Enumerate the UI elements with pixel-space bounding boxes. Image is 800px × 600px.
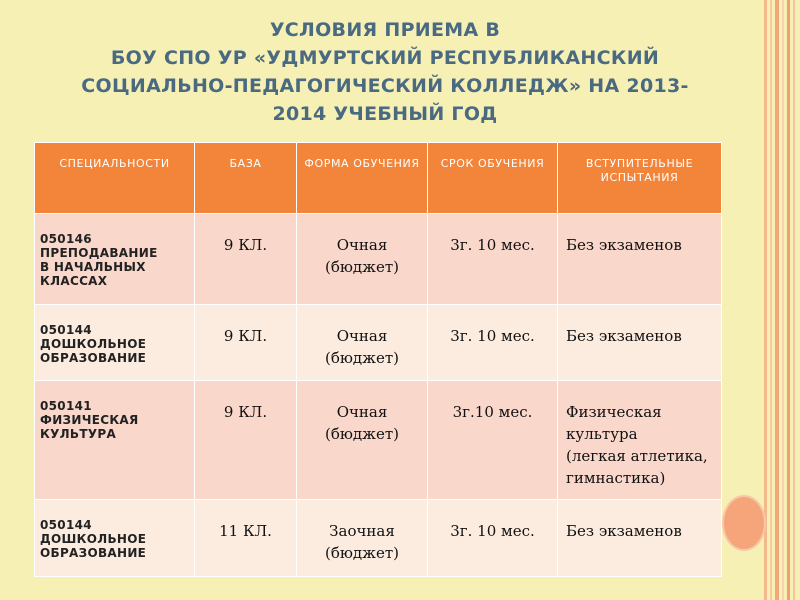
table-row [35,500,722,577]
specialty-name: ПРЕПОДАВАНИЕ [40,246,158,260]
title-line: УСЛОВИЯ ПРИЕМА В [269,19,501,41]
specialty-name: В НАЧАЛЬНЫХ [40,260,146,274]
specialty-code: 050141 [40,399,92,413]
specialty-name: ОБРАЗОВАНИЕ [40,546,147,560]
exam-text: (легкая атлетика, [566,447,708,465]
form-text: Очная [336,403,388,421]
base-cell: 9 КЛ. [195,214,297,305]
base-cell: 9 КЛ. [195,305,297,381]
exam-cell [558,214,722,305]
specialty-name: КУЛЬТУРА [40,427,117,441]
exam-cell [558,500,722,577]
form-cell [297,214,428,305]
table-row [35,305,722,381]
form-text: (бюджет) [324,425,399,443]
base-cell: 11 КЛ. [195,500,297,577]
form-text: Очная [336,327,388,345]
decorative-circle [724,497,764,549]
exam-text: Без экзаменов [566,522,682,540]
exam-text: гимнастика) [566,469,666,487]
specialty-name: КЛАССАХ [40,274,108,288]
exam-text: Без экзаменов [566,327,682,345]
table-header-row [35,143,722,214]
specialty-cell [35,500,195,577]
header-term: СРОК ОБУЧЕНИЯ [428,143,558,214]
form-text: (бюджет) [324,258,399,276]
exam-cell [558,381,722,500]
form-text: Заочная [329,522,395,540]
exam-text: Без экзаменов [566,236,682,254]
title-line: БОУ СПО УР «УДМУРТСКИЙ РЕСПУБЛИКАНСКИЙ [110,47,660,69]
specialty-name: ДОШКОЛЬНОЕ [40,532,147,546]
specialty-cell [35,214,195,305]
title-line: 2014 УЧЕБНЫЙ ГОД [272,103,498,125]
specialty-cell [35,305,195,381]
form-text: (бюджет) [324,544,399,562]
header-base: БАЗА [195,143,297,214]
exam-cell [558,305,722,381]
exam-text: культура [566,425,638,443]
base-cell: 9 КЛ. [195,381,297,500]
form-cell [297,381,428,500]
form-cell [297,500,428,577]
header-form: ФОРМА ОБУЧЕНИЯ [297,143,428,214]
table-row [35,214,722,305]
term-cell: 3г. 10 мес. [428,500,558,577]
admission-table [34,142,722,577]
specialty-name: ОБРАЗОВАНИЕ [40,351,147,365]
term-cell: 3г. 10 мес. [428,305,558,381]
specialty-code: 050144 [40,323,92,337]
specialty-cell [35,381,195,500]
title-line: СОЦИАЛЬНО-ПЕДАГОГИЧЕСКИЙ КОЛЛЕДЖ» НА 2013- [81,75,689,97]
term-cell: 3г.10 мес. [428,381,558,500]
header-specialty: СПЕЦИАЛЬНОСТИ [35,143,195,214]
form-text: (бюджет) [324,349,399,367]
specialty-name: ФИЗИЧЕСКАЯ [40,413,139,427]
slide-title [40,16,730,128]
form-text: Очная [336,236,388,254]
exam-text: Физическая [566,403,662,421]
header-exams: ВСТУПИТЕЛЬНЫЕ ИСПЫТАНИЯ [558,143,722,214]
specialty-name: ДОШКОЛЬНОЕ [40,337,147,351]
specialty-code: 050146 [40,232,92,246]
table-row [35,381,722,500]
form-cell [297,305,428,381]
specialty-code: 050144 [40,518,92,532]
decorative-stripes [760,0,800,600]
term-cell: 3г. 10 мес. [428,214,558,305]
